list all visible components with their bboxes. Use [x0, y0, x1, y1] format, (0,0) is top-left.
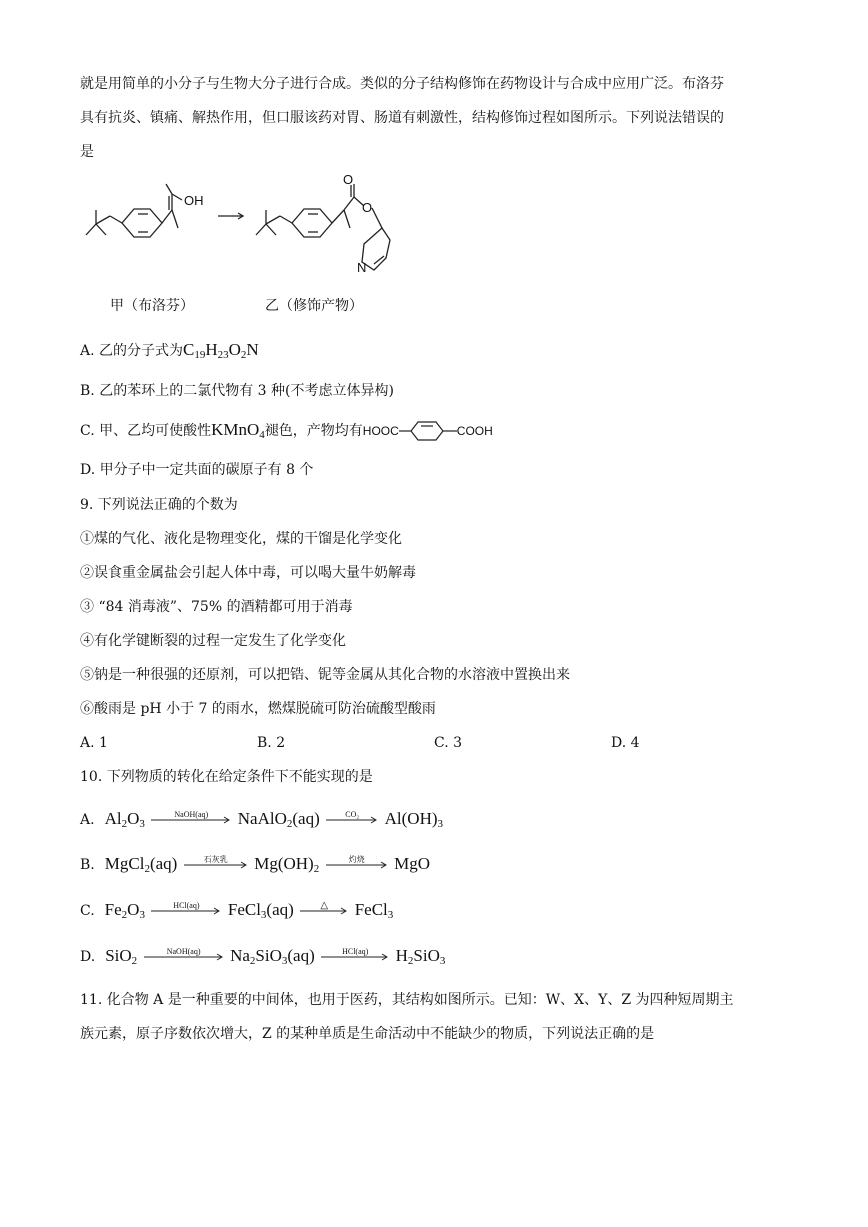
q10-option-b: B. MgCl$_2$(aq) 石灰乳 $Mg(OH)_2$ 灼烧 MgO: [80, 854, 431, 875]
q10-stem: 10. 下列物质的转化在给定条件下不能实现的是: [80, 769, 373, 785]
carbonyl-o-label: O: [343, 172, 354, 187]
q10-option-a: A. $Al_2O_3$ NaOH(aq) NaAlO$_2$(aq) CO₂ $Al(OH)_3$: [80, 809, 444, 830]
caption-product: 乙（修饰产物）: [265, 298, 363, 314]
q9-item-1: ①煤的气化、液化是物理变化，煤的干馏是化学变化: [80, 531, 402, 547]
kmno4-formula: KMnO$_4$: [211, 420, 265, 441]
q10-option-c: C. $Fe_2O_3$ HCl(aq) FeCl$_3$(aq) △ FeCl$_3$: [80, 900, 394, 921]
q9-item-2: ②误食重金属盐会引起人体中毒，可以喝大量牛奶解毒: [80, 565, 416, 581]
q9-options: [80, 733, 780, 753]
q9-option-a: A. 1: [80, 735, 108, 751]
q9-option-b: B. 2: [257, 735, 286, 751]
intro-line-2: 具有抗炎、镇痛、解热作用，但口服该药对胃、肠道有刺激性，结构修饰过程如图所示。下列说法错误的: [80, 110, 724, 126]
arrow-d2: HCl(aq): [321, 953, 389, 961]
benzene-ring-product: [292, 209, 332, 237]
q9-item-6: ⑥酸雨是 pH 小于 7 的雨水，燃煤脱硫可防治硫酸型酸雨: [80, 701, 436, 717]
arrow-c2: △: [300, 907, 348, 915]
q8-a-formula: $C_{19}H_{23}O_2N$: [183, 340, 259, 361]
arrow-a2: CO₂: [326, 816, 378, 824]
q8-option-b: B. 乙的苯环上的二氯代物有 3 种(不考虑立体异构): [80, 383, 394, 399]
q8-option-c: C. 甲、乙均可使酸性KMnO$_4$褪色，产物均有HOOC COOH: [80, 420, 493, 441]
pyridine-n-label: N: [357, 260, 367, 275]
oh-label: OH: [184, 193, 204, 208]
q9-item-3: ③ “84 消毒液”、75% 的酒精都可用于消毒: [80, 599, 353, 615]
q10-option-d: D. SiO$_2$ NaOH(aq) $Na_2SiO_3(aq)$ HCl(aq) $H_2SiO_3$: [80, 946, 446, 967]
caption-ibuprofen: 甲（布洛芬）: [110, 298, 194, 314]
q9-item-5: ⑤钠是一种很强的还原剂，可以把锆、铌等金属从其化合物的水溶液中置换出来: [80, 667, 570, 683]
isobutyl-branch-1: [86, 210, 96, 235]
q11-line-1: 11. 化合物 A 是一种重要的中间体，也用于医药，其结构如图所示。已知：W、X、Y、Z 为四种短周期主: [80, 992, 734, 1008]
structure-figure: [78, 172, 548, 292]
intro-line-3: 是: [80, 144, 94, 160]
q9-option-c: C. 3: [434, 735, 463, 751]
q9-item-4: ④有化学键断裂的过程一定发生了化学变化: [80, 633, 346, 649]
terephthalic-acid-structure: HOOC COOH: [362, 424, 493, 438]
arrow-b1: 石灰乳: [184, 861, 248, 869]
ester-o-label: O: [362, 200, 373, 215]
q9-stem: 9. 下列说法正确的个数为: [80, 497, 238, 513]
q8-a-text: A. 乙的分子式为: [80, 343, 184, 359]
q9-option-d: D. 4: [611, 735, 640, 751]
intro-line-1: 就是用简单的小分子与生物大分子进行合成。类似的分子结构修饰在药物设计与合成中应用广泛。布洛芬: [80, 76, 724, 92]
arrow-d1: NaOH(aq): [144, 953, 224, 961]
q8-option-d: D. 甲分子中一定共面的碳原子有 8 个: [80, 462, 314, 478]
arrow-b2: 灼烧: [326, 861, 388, 869]
q8-option-a: [80, 340, 259, 365]
q11-line-2: 族元素，原子序数依次增大，Z 的某种单质是生命活动中不能缺少的物质，下列说法正确的是: [80, 1026, 655, 1042]
benzene-ring-ibuprofen: [122, 209, 162, 237]
arrow-c1: HCl(aq): [151, 907, 221, 915]
arrow-a1: NaOH(aq): [151, 816, 231, 824]
